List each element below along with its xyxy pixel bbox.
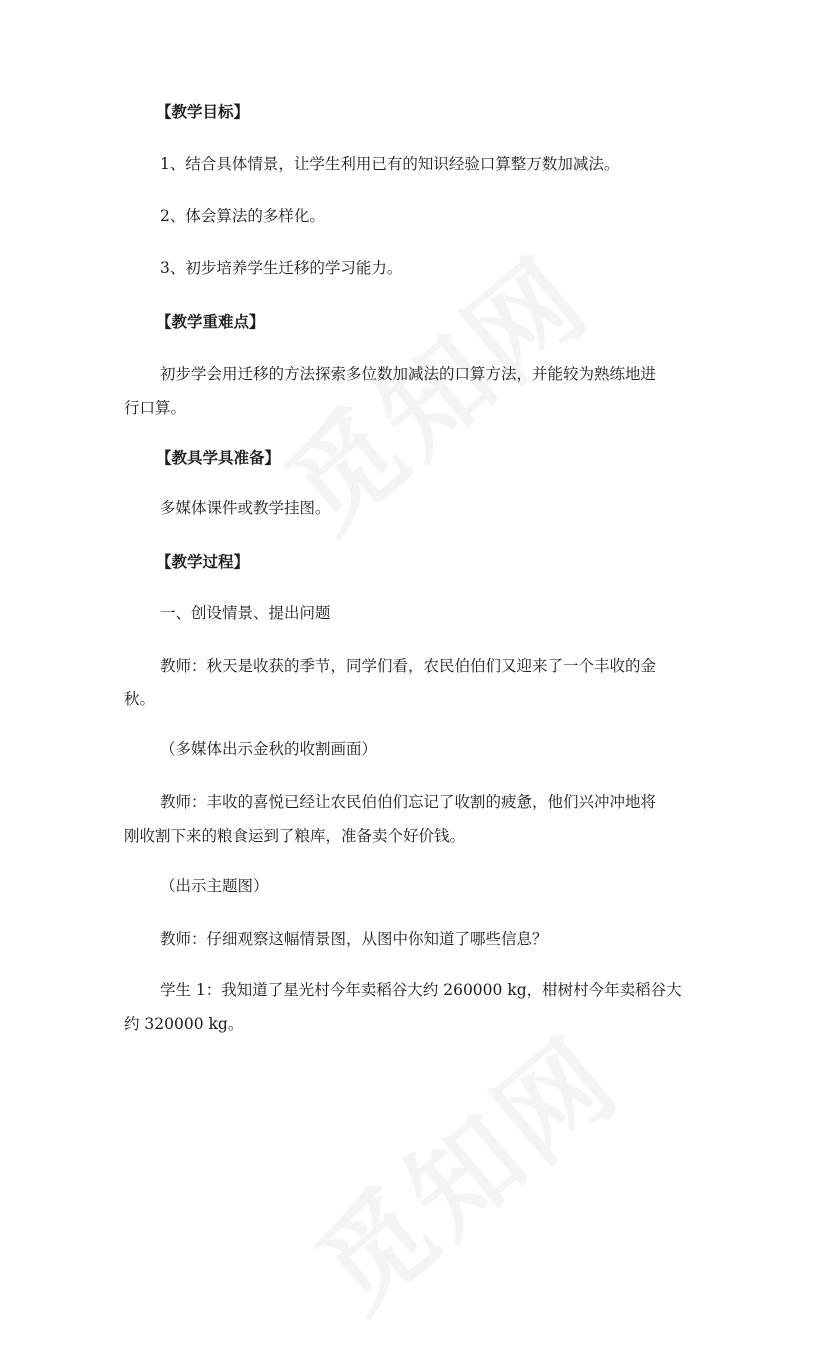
goal-2: 2、体会算法的多样化。 (160, 207, 325, 225)
goals-heading: 【教学目标】 (156, 103, 250, 121)
teacher-2-line-2: 刚收割下来的粮食运到了粮库，准备卖个好价钱。 (124, 827, 466, 845)
goal-3: 3、初步培养学生迁移的学习能力。 (160, 259, 403, 277)
key-points-heading: 【教学重难点】 (156, 313, 265, 331)
show-note: （出示主题图） (160, 877, 269, 895)
key-points-line-1: 初步学会用迁移的方法探索多位数加减法的口算方法，并能较为熟练地进 (160, 365, 657, 383)
teacher-3: 教师：仔细观察这幅情景图，从图中你知道了哪些信息？ (160, 930, 548, 948)
watermark-bottom (264, 1009, 635, 1370)
goal-1: 1、结合具体情景，让学生利用已有的知识经验口算整万数加减法。 (160, 155, 620, 173)
process-heading: 【教学过程】 (156, 553, 250, 571)
teacher-2-line-1: 教师：丰收的喜悦已经让农民伯伯们忘记了收割的疲惫，他们兴冲冲地将 (160, 793, 657, 811)
key-points-line-2: 行口算。 (124, 399, 187, 417)
student-1-line-2: 约 320000 kg。 (124, 1015, 244, 1033)
teacher-1-line-1: 教师：秋天是收获的季节，同学们看，农民伯伯们又迎来了一个丰收的金 (160, 657, 657, 675)
tools-text: 多媒体课件或教学挂图。 (160, 499, 331, 517)
tools-heading: 【教具学具准备】 (156, 449, 281, 467)
step-1-title: 一、创设情景、提出问题 (160, 604, 331, 622)
media-note: （多媒体出示金秋的收割画面） (160, 740, 378, 758)
student-1-line-1: 学生 1：我知道了星光村今年卖稻谷大约 260000 kg，柑树村今年卖稻谷大 (160, 981, 682, 999)
teacher-1-line-2: 秋。 (124, 690, 156, 708)
watermark (234, 229, 605, 590)
